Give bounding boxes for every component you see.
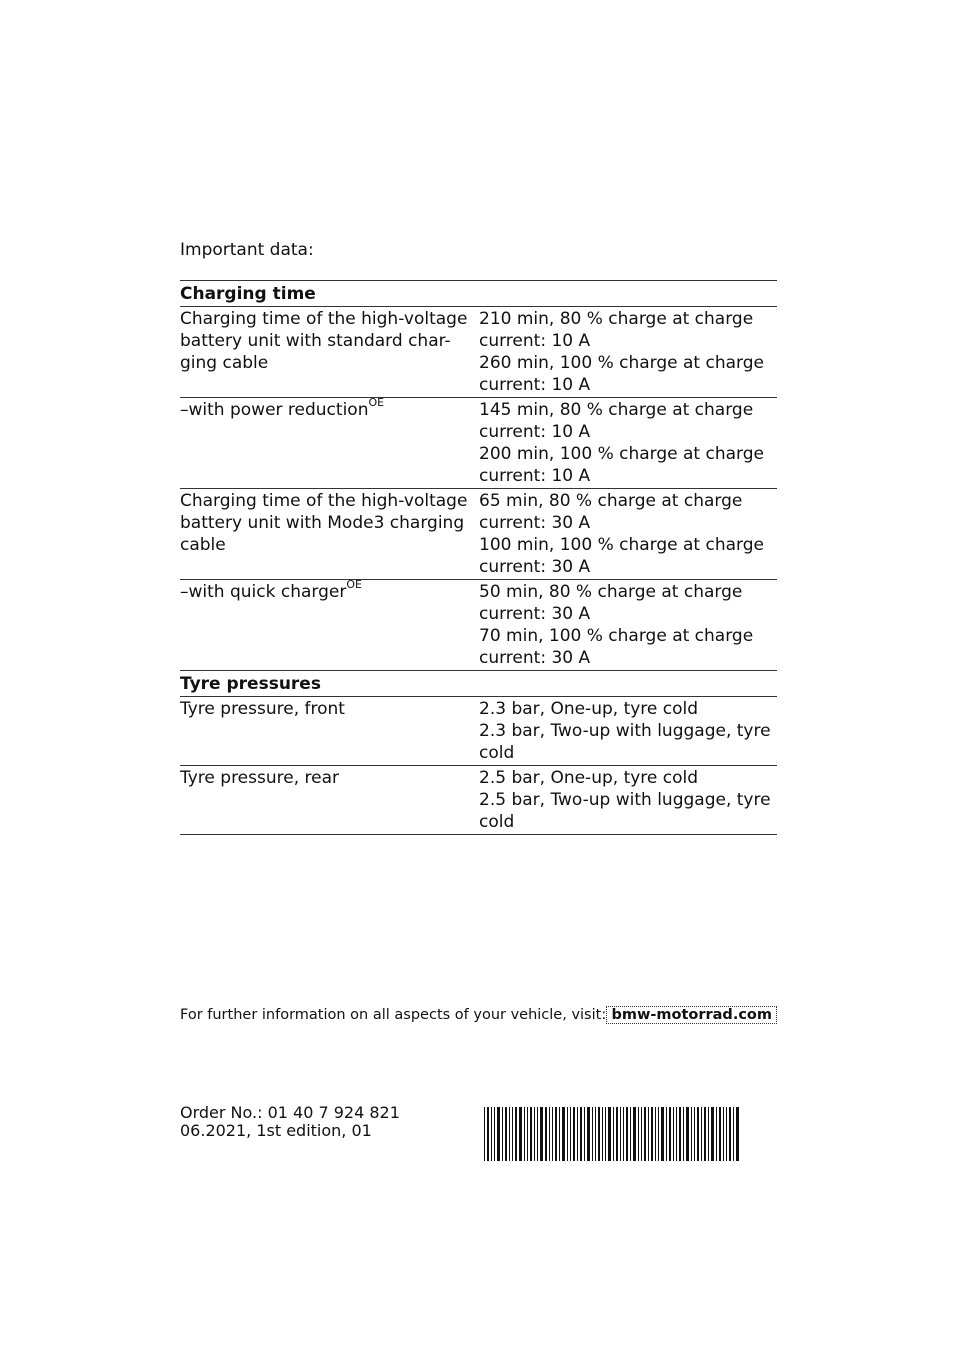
barcode-bar — [573, 1107, 575, 1161]
barcode-bar — [534, 1107, 535, 1161]
barcode-bar — [595, 1107, 596, 1161]
section-header-row — [180, 281, 777, 307]
barcode-bar — [673, 1107, 674, 1161]
barcode-bar — [545, 1107, 547, 1161]
row-label: –with quick charger — [180, 582, 347, 602]
barcode-bar — [708, 1107, 709, 1161]
barcode-bar — [683, 1107, 684, 1161]
barcode-bar — [669, 1107, 671, 1161]
barcode-bar — [592, 1107, 593, 1161]
barcode-bar — [626, 1107, 628, 1161]
barcode-bar — [716, 1107, 717, 1161]
row-value: 210 min, 80 % charge at charge current: 10 A — [479, 309, 754, 351]
barcode-bar — [616, 1107, 618, 1161]
barcode-bar — [686, 1107, 689, 1161]
barcode-bar — [697, 1107, 699, 1161]
row-values — [479, 580, 777, 671]
barcode-bar — [552, 1107, 553, 1161]
row-values — [479, 489, 777, 580]
barcode-bar — [509, 1107, 510, 1161]
barcode-bar — [694, 1107, 695, 1161]
table-row — [180, 580, 777, 671]
barcode-bar — [726, 1107, 727, 1161]
row-value: 260 min, 100 % charge at charge current: 10 A — [479, 353, 764, 395]
row-label-cell — [180, 580, 479, 671]
barcode-bar — [651, 1107, 653, 1161]
row-label: Tyre pressure, front — [180, 697, 479, 766]
section-heading: Charging time — [180, 281, 777, 307]
row-value: 200 min, 100 % charge at charge current: 10 A — [479, 444, 764, 486]
row-value: 70 min, 100 % charge at charge current: 30 A — [479, 626, 754, 668]
barcode-bar — [577, 1107, 578, 1161]
row-values — [479, 766, 777, 835]
barcode-bar — [549, 1107, 550, 1161]
barcode-bar — [605, 1107, 606, 1161]
barcode-bar — [505, 1107, 507, 1161]
barcode-bar — [487, 1107, 489, 1161]
edition-info: 06.2021, 1st edition, 01 — [180, 1121, 372, 1140]
barcode-bar — [502, 1107, 503, 1161]
row-values — [479, 307, 777, 398]
barcode-bar — [519, 1107, 522, 1161]
barcode-bar — [704, 1107, 706, 1161]
barcode-bar — [602, 1107, 603, 1161]
row-value: 65 min, 80 % charge at charge current: 30 A — [479, 491, 743, 533]
barcode-bar — [648, 1107, 649, 1161]
barcode-bar — [530, 1107, 532, 1161]
barcode-bar — [729, 1107, 731, 1161]
barcode-bar — [540, 1107, 543, 1161]
barcode-image — [484, 1107, 777, 1161]
barcode-bar — [537, 1107, 538, 1161]
barcode-bar — [736, 1107, 739, 1161]
barcode-bar — [497, 1107, 500, 1161]
section-header-row — [180, 671, 777, 697]
table-row — [180, 697, 777, 766]
barcode-bar — [723, 1107, 724, 1161]
table-row — [180, 398, 777, 489]
barcode-bar — [676, 1107, 677, 1161]
page-title: Important data: — [180, 240, 314, 260]
barcode-bar — [701, 1107, 702, 1161]
barcode-bar — [641, 1107, 642, 1161]
barcode-bar — [733, 1107, 734, 1161]
barcode-bar — [555, 1107, 557, 1161]
row-value: 2.3 bar, Two-up with luggage, tyre cold — [479, 721, 771, 763]
barcode-bar — [608, 1107, 611, 1161]
row-value: 2.3 bar, One-up, tyre cold — [479, 699, 699, 719]
barcode-bar — [644, 1107, 646, 1161]
barcode-bar — [580, 1107, 582, 1161]
row-value: 145 min, 80 % charge at charge current: 10 A — [479, 400, 754, 442]
barcode-bar — [584, 1107, 585, 1161]
barcode-bar — [494, 1107, 495, 1161]
footer-info — [180, 1006, 777, 1024]
barcode-bar — [620, 1107, 621, 1161]
oe-superscript: OE — [368, 396, 385, 410]
barcode-bar — [691, 1107, 692, 1161]
table-row — [180, 766, 777, 835]
row-label: Charging time of the high-voltage battery unit with Mode3 charging cable — [180, 489, 479, 580]
barcode-bar — [587, 1107, 590, 1161]
barcode-bar — [613, 1107, 614, 1161]
row-values — [479, 398, 777, 489]
row-label-cell — [180, 398, 479, 489]
barcode-bar — [661, 1107, 664, 1161]
row-value: 2.5 bar, One-up, tyre cold — [479, 768, 699, 788]
footer-info-text: For further information on all aspects of your vehicle, visit: — [180, 1007, 607, 1023]
row-value: 100 min, 100 % charge at charge current: 30 A — [479, 535, 764, 577]
barcode-bar — [515, 1107, 517, 1161]
barcode-bar — [562, 1107, 565, 1161]
row-values — [479, 697, 777, 766]
barcode-bar — [638, 1107, 639, 1161]
oe-superscript: OE — [346, 578, 362, 592]
barcode-bar — [524, 1107, 525, 1161]
row-label: Charging time of the high-voltage battery unit with standard char-ging cable — [180, 307, 479, 398]
barcode-bar — [484, 1107, 485, 1161]
row-value: 50 min, 80 % charge at charge current: 30 A — [479, 582, 743, 624]
barcode-bar — [719, 1107, 721, 1161]
barcode-bar — [567, 1107, 568, 1161]
website-link[interactable]: bmw-motorrad.com — [606, 1006, 777, 1024]
table-row — [180, 307, 777, 398]
section-heading: Tyre pressures — [180, 671, 777, 697]
row-value: 2.5 bar, Two-up with luggage, tyre cold — [479, 790, 771, 832]
barcode-bar — [655, 1107, 656, 1161]
order-number: Order No.: 01 40 7 924 821 — [180, 1103, 400, 1122]
barcode-bar — [658, 1107, 659, 1161]
barcode-bar — [711, 1107, 714, 1161]
barcode-bar — [630, 1107, 631, 1161]
spec-table — [180, 280, 777, 835]
order-info — [180, 1104, 400, 1140]
barcode-bar — [559, 1107, 560, 1161]
barcode-bar — [666, 1107, 667, 1161]
row-label: –with power reduction — [180, 400, 369, 420]
barcode-bar — [598, 1107, 600, 1161]
row-label: Tyre pressure, rear — [180, 766, 479, 835]
barcode-bar — [679, 1107, 681, 1161]
barcode-bar — [527, 1107, 528, 1161]
barcode-bar — [512, 1107, 513, 1161]
barcode-bar — [623, 1107, 624, 1161]
barcode-bar — [491, 1107, 492, 1161]
table-row — [180, 489, 777, 580]
barcode-bar — [633, 1107, 636, 1161]
barcode-bar — [570, 1107, 571, 1161]
